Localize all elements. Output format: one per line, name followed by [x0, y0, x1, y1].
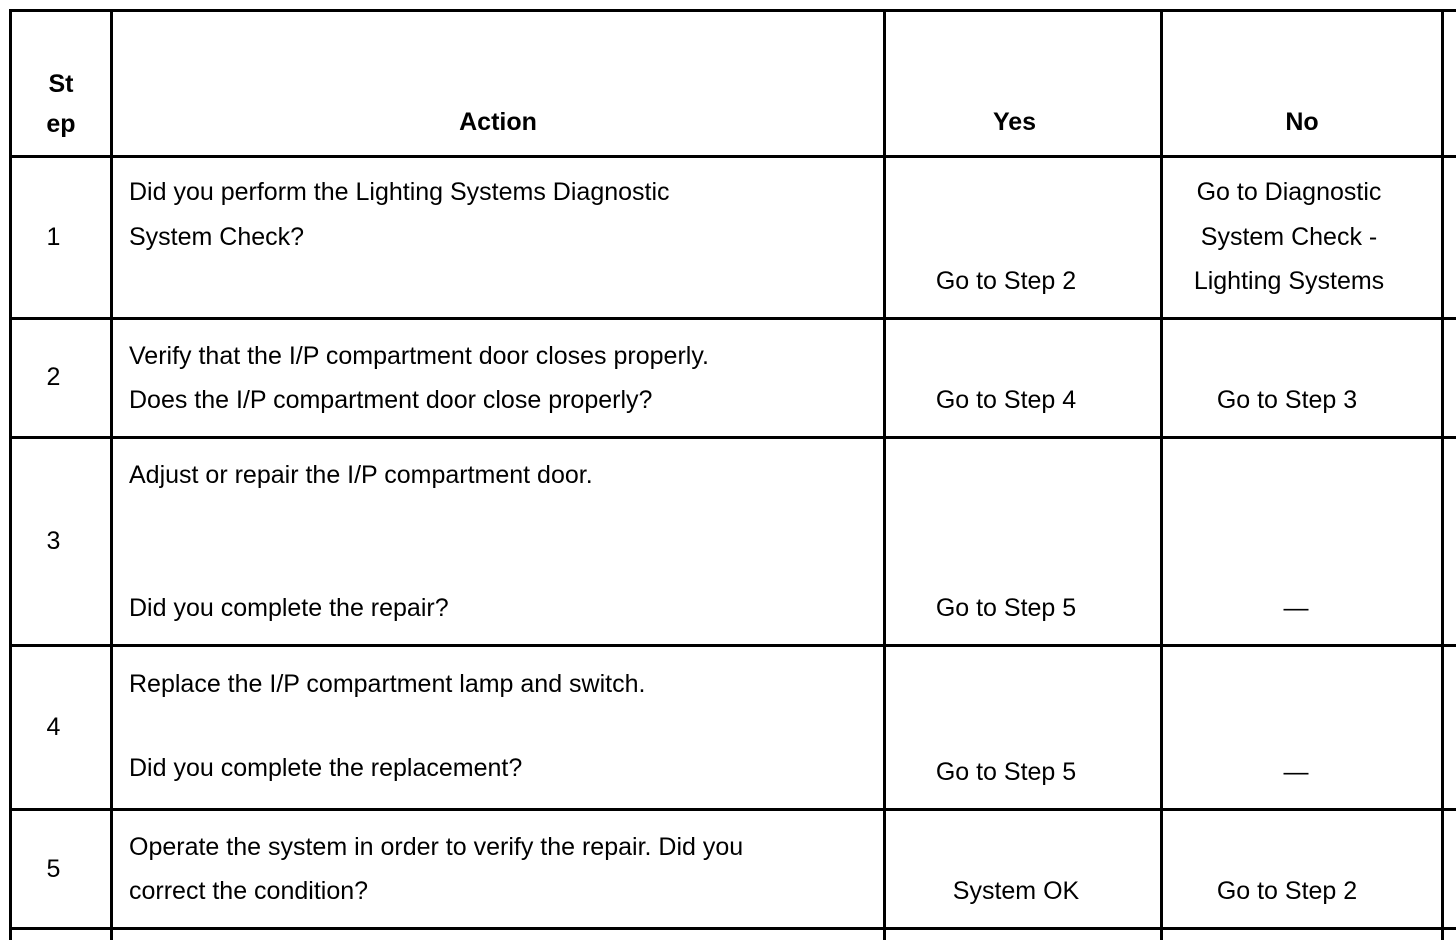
- step-number: 4: [46, 713, 61, 741]
- step-number: 2: [46, 363, 61, 391]
- row-divider: [9, 436, 1456, 439]
- table-border-right: [1441, 9, 1444, 940]
- action-text: Did you complete the repair?: [129, 594, 449, 622]
- yes-link[interactable]: Go to Step 5: [935, 594, 1077, 622]
- column-divider: [883, 9, 886, 940]
- header-step-line: St: [48, 70, 74, 98]
- no-value: —: [1283, 758, 1309, 786]
- header-step: [12, 64, 110, 144]
- header-yes: Yes: [992, 108, 1037, 136]
- action-text: System Check?: [129, 223, 305, 251]
- action-text: Does the I/P compartment door close properly?: [129, 386, 653, 414]
- step-number: 3: [46, 527, 61, 555]
- action-text: Adjust or repair the I/P compartment door.: [129, 461, 593, 489]
- header-action: Action: [459, 108, 537, 136]
- yes-link[interactable]: Go to Step 5: [935, 758, 1077, 786]
- no-link[interactable]: Lighting Systems: [1193, 267, 1385, 295]
- action-text: Did you perform the Lighting Systems Diagnostic: [129, 178, 670, 206]
- step-number: 5: [46, 855, 61, 883]
- action-text: Replace the I/P compartment lamp and switch.: [129, 670, 646, 698]
- no-link[interactable]: Go to Diagnostic: [1196, 178, 1382, 206]
- action-text: Verify that the I/P compartment door closes properly.: [129, 342, 709, 370]
- row-divider: [9, 808, 1456, 811]
- table-border-bottom: [9, 927, 1456, 930]
- yes-link[interactable]: Go to Step 4: [935, 386, 1077, 414]
- step-number: 1: [46, 223, 61, 251]
- action-text: Operate the system in order to verify the repair. Did you: [129, 833, 744, 861]
- table-border-left: [9, 9, 12, 940]
- table-border-top: [9, 9, 1456, 12]
- header-no: No: [1285, 108, 1319, 136]
- action-text: correct the condition?: [129, 877, 369, 905]
- row-divider: [9, 317, 1456, 320]
- column-divider: [110, 9, 113, 940]
- row-divider: [9, 155, 1456, 158]
- no-link[interactable]: Go to Step 3: [1216, 386, 1358, 414]
- no-value: —: [1283, 594, 1309, 622]
- row-divider: [9, 644, 1456, 647]
- no-link[interactable]: System Check -: [1200, 223, 1378, 251]
- header-step-line: ep: [46, 110, 76, 138]
- yes-value: System OK: [952, 877, 1080, 905]
- yes-link[interactable]: Go to Step 2: [935, 267, 1077, 295]
- no-link[interactable]: Go to Step 2: [1216, 877, 1358, 905]
- column-divider: [1160, 9, 1163, 940]
- action-text: Did you complete the replacement?: [129, 754, 523, 782]
